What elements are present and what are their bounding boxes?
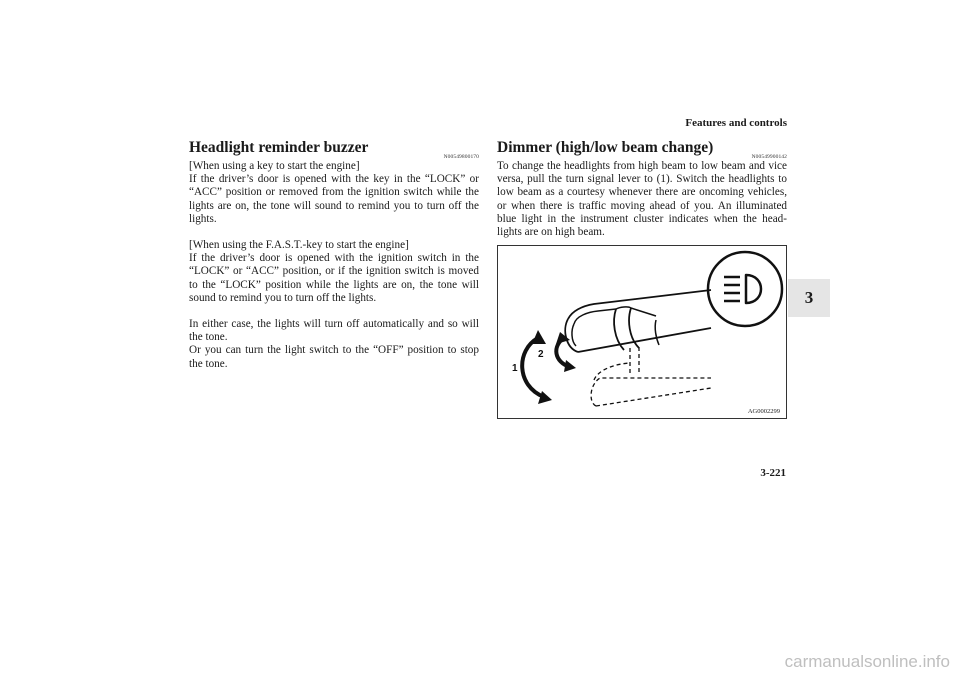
chapter-number: 3	[804, 288, 814, 307]
section-heading: Dimmer (high/low beam change)	[497, 139, 714, 156]
headlight-reminder-section	[189, 138, 479, 371]
paragraph: In either case, the lights will turn off automatically and so will the tone.	[189, 318, 479, 344]
lever-illustration	[498, 246, 787, 419]
paragraph: If the driver’s door is opened with the ignition switch in the “LOCK” or “ACC” position, or if the ignition switch is moved to the “LOCK” position while the lights are on, the tone will sound to remind you to turn off the lights.	[189, 252, 479, 304]
section-code: N00549800170	[443, 154, 479, 160]
running-header: Features and controls	[685, 117, 787, 129]
section-heading-row	[189, 138, 479, 158]
section-heading-row	[497, 138, 787, 158]
label-2: 2	[538, 349, 544, 360]
paragraph: To change the headlights from high beam to low beam and vice versa, pull the turn signal lever to (1). Switch the headlights to low beam as a courtesy whenever there are oncoming vehicles, or when there is traffic moving ahead of you. An illuminated blue light in the instrument cluster indicates when the head-lights are on high beam.	[497, 160, 787, 239]
paragraph: [When using a key to start the engine]	[189, 160, 360, 172]
section-code: N00549900142	[751, 154, 787, 160]
chapter-tab	[788, 279, 830, 317]
page-number: 3-221	[760, 467, 786, 479]
paragraph: Or you can turn the light switch to the “OFF” position to stop the tone.	[189, 344, 479, 370]
figure-code: AG0002299	[747, 408, 780, 415]
pull-arrow-icon	[522, 330, 552, 404]
dimmer-section	[497, 138, 787, 239]
turn-signal-lever	[565, 290, 711, 406]
label-1: 1	[512, 363, 518, 374]
section-heading: Headlight reminder buzzer	[189, 139, 369, 156]
high-beam-icon	[708, 252, 782, 326]
paragraph: If the driver’s door is opened with the key in the “LOCK” or “ACC” position or removed from the ignition switch while the lights are on, the tone will sound to remind you to turn off the lights.	[189, 173, 479, 225]
dimmer-lever-figure	[497, 245, 787, 419]
paragraph: [When using the F.A.S.T.-key to start the engine]	[189, 239, 409, 252]
watermark[interactable]: carmanualsonline.info	[784, 652, 950, 671]
